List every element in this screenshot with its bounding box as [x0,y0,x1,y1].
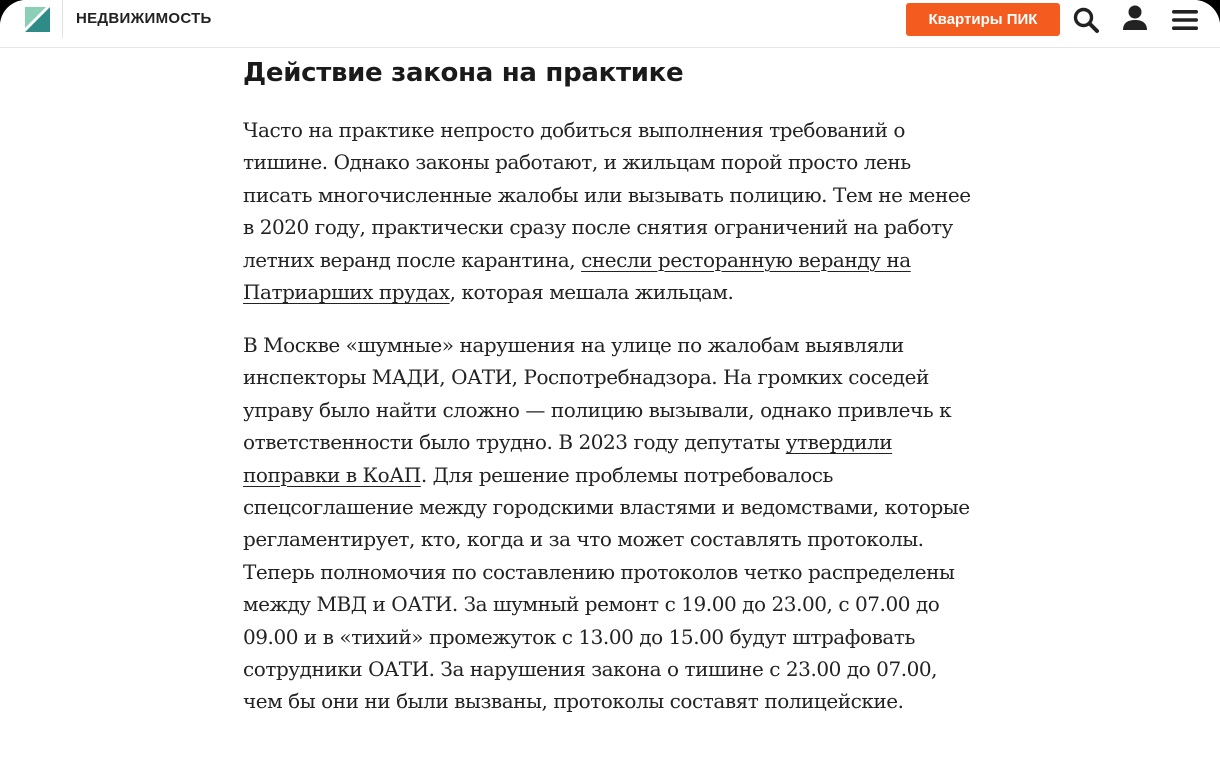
article-heading: Действие закона на практике [243,58,684,88]
search-icon[interactable] [1071,5,1101,35]
paragraph-text: Часто на практике непросто добиться выполнения требований о тишине. Однако законы работают, и жильцам порой просто лень писать многочисленные жалобы или вызывать полицию. Тем не менее в 2020 году, практически сразу после снятия ограничений на работу летних веранд после карантина, [243,118,971,272]
paragraph-text: . Для решение проблемы потребовалось спецсоглашение между городскими властями и ведомствами, которые регламентирует, кто, когда и за что может составлять протоколы. Теперь полномочия по составлению протоколов четко распределены между МВД и ОАТИ. За шумный ремонт с 19.00 до 23.00, с 07.00 до 09.00 и в «тихий» промежуток с 13.00 до 15.00 будут штрафовать сотрудники ОАТИ. За нарушения закона о тишине с 23.00 до 07.00, чем бы они ни были вызваны, протоколы составят полицейские. [243,462,970,714]
koap-amendments-link[interactable]: утвердили поправки в КоАП [243,430,893,487]
article-paragraph-2 [243,329,973,718]
site-header [0,0,1220,48]
paragraph-text: , которая мешала жильцам. [449,280,734,305]
logo-divider [62,0,63,38]
patriarch-ponds-veranda-link[interactable]: снесли ресторанную веранду на Патриарших прудах [243,247,911,305]
section-title[interactable]: НЕДВИЖИМОСТЬ [76,10,212,27]
article-body [243,56,973,714]
paragraph-text: В Москве «шумные» нарушения на улице по жалобам выявляли инспекторы МАДИ, ОАТИ, Роспотребнадзора. На громких соседей управу было найти сложно — полицию вызывали, однако привлечь к ответственности было трудно. В 2023 году депутаты [243,333,952,455]
user-icon[interactable] [1120,3,1150,33]
article-paragraph-1 [243,114,973,308]
logo-icon[interactable] [25,7,50,32]
pik-apartments-button[interactable]: Квартиры ПИК [906,3,1060,36]
menu-icon[interactable] [1170,5,1200,35]
